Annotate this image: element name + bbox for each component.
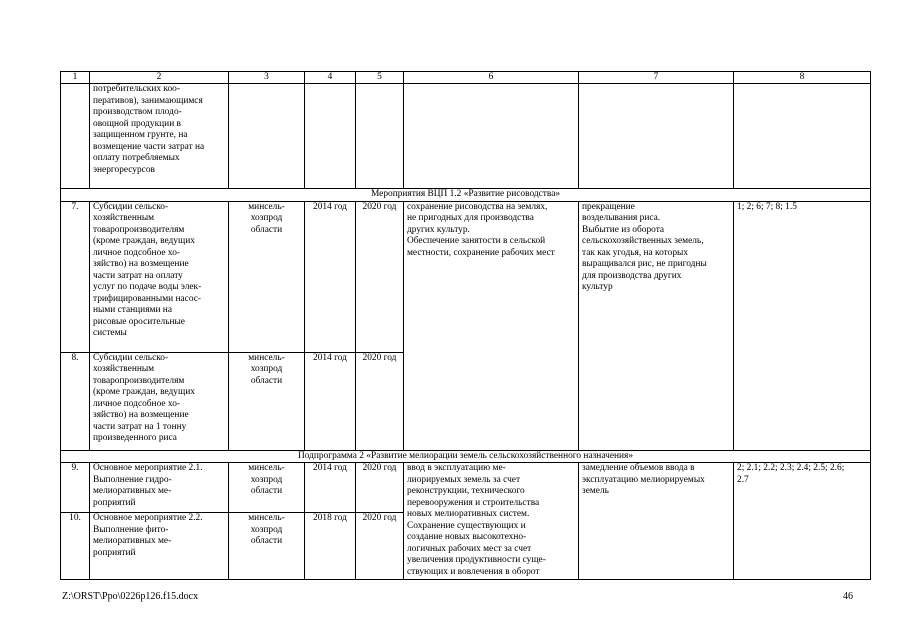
header-cell: 4	[305, 72, 356, 84]
header-cell: 5	[356, 72, 404, 84]
indicator-link-cell: 2; 2.1; 2.2; 2.3; 2.4; 2.5; 2.6; 2.7	[734, 463, 871, 580]
table-row	[61, 463, 871, 513]
measure-name-cell: потребительских коо- перативов), занимающимся производством плодо- овощной продукции в защищенном грунте, на возмещение части затрат на оплату потребляемых энергоресурсов	[90, 84, 229, 189]
end-year-cell: 2020 год	[356, 352, 404, 450]
indicator-link-cell: 1; 2; 6; 7; 8; 1.5	[734, 201, 871, 450]
end-year-cell: 2020 год	[356, 463, 404, 513]
executor-cell: минсель- хозпрод области	[229, 201, 305, 352]
expected-result-cell	[404, 84, 579, 189]
end-year-cell	[356, 84, 404, 189]
start-year-cell	[305, 84, 356, 189]
indicator-link-cell	[734, 84, 871, 189]
row-number-cell: 8.	[61, 352, 90, 450]
section-title: Мероприятия ВЦП 1.2 «Развитие рисоводства»	[61, 189, 871, 202]
consequence-cell: замедление объемов ввода в эксплуатацию мелиорируемых земель	[579, 463, 734, 580]
consequence-cell: прекращение возделывания риса. Выбытие из оборота сельскохозяйственных земель, так как угодья, на которых выращивался рис, не пригодны для производства других культур	[579, 201, 734, 450]
start-year-cell: 2018 год	[305, 513, 356, 580]
page-number: 46	[843, 591, 853, 602]
start-year-cell: 2014 год	[305, 463, 356, 513]
header-cell: 3	[229, 72, 305, 84]
executor-cell	[229, 84, 305, 189]
document-path: Z:\ORST\Ppo\0226p126.f15.docx	[62, 591, 199, 602]
start-year-cell: 2014 год	[305, 352, 356, 450]
section-row	[61, 189, 871, 202]
start-year-cell: 2014 год	[305, 201, 356, 352]
table-row	[61, 201, 871, 352]
executor-cell: минсель- хозпрод области	[229, 463, 305, 513]
measures-table	[60, 71, 871, 580]
executor-cell: минсель- хозпрод области	[229, 513, 305, 580]
section-row	[61, 450, 871, 463]
expected-result-cell: сохранение рисоводства на землях, не пригодных для производства других культур. Обеспечение занятости в сельской местности, сохранение рабочих мест	[404, 201, 579, 450]
row-number-cell: 9.	[61, 463, 90, 513]
expected-result-cell: ввод в эксплуатацию ме- лиорируемых земель за счет реконструкции, технического перевооружения и строительства новых мелиоративных систем. Сохранение существующих и создание новых высокотехно- логичных рабочих мест за счет увеличения продуктивности суще- ствующих и вовлечения в оборот	[404, 463, 579, 580]
table-row	[61, 84, 871, 189]
row-number-cell: 7.	[61, 201, 90, 352]
header-row	[61, 72, 871, 84]
header-cell: 1	[61, 72, 90, 84]
consequence-cell	[579, 84, 734, 189]
row-number-cell	[61, 84, 90, 189]
header-cell: 8	[734, 72, 871, 84]
end-year-cell: 2020 год	[356, 201, 404, 352]
header-cell: 7	[579, 72, 734, 84]
header-cell: 2	[90, 72, 229, 84]
end-year-cell: 2020 год	[356, 513, 404, 580]
header-cell: 6	[404, 72, 579, 84]
section-title: Подпрограмма 2 «Развитие мелиорации земель сельскохозяйственного назначения»	[61, 450, 871, 463]
measure-name-cell: Субсидии сельско- хозяйственным товаропроизводителям (кроме граждан, ведущих личное подсобное хо- зяйство) на возмещение части затрат на оплату услуг по подаче воды элек- трифицированными насос- ными станциями на рисовые оросительные системы	[90, 201, 229, 352]
row-number-cell: 10.	[61, 513, 90, 580]
measure-name-cell: Основное мероприятие 2.1. Выполнение гидро- мелиоративных ме- роприятий	[90, 463, 229, 513]
measure-name-cell: Субсидии сельско- хозяйственным товаропроизводителям (кроме граждан, ведущих личное подсобное хо- зяйство) на возмещение части затрат на 1 тонну произведенного риса	[90, 352, 229, 450]
executor-cell: минсель- хозпрод области	[229, 352, 305, 450]
measure-name-cell: Основное мероприятие 2.2. Выполнение фито- мелиоративных ме- роприятий	[90, 513, 229, 580]
